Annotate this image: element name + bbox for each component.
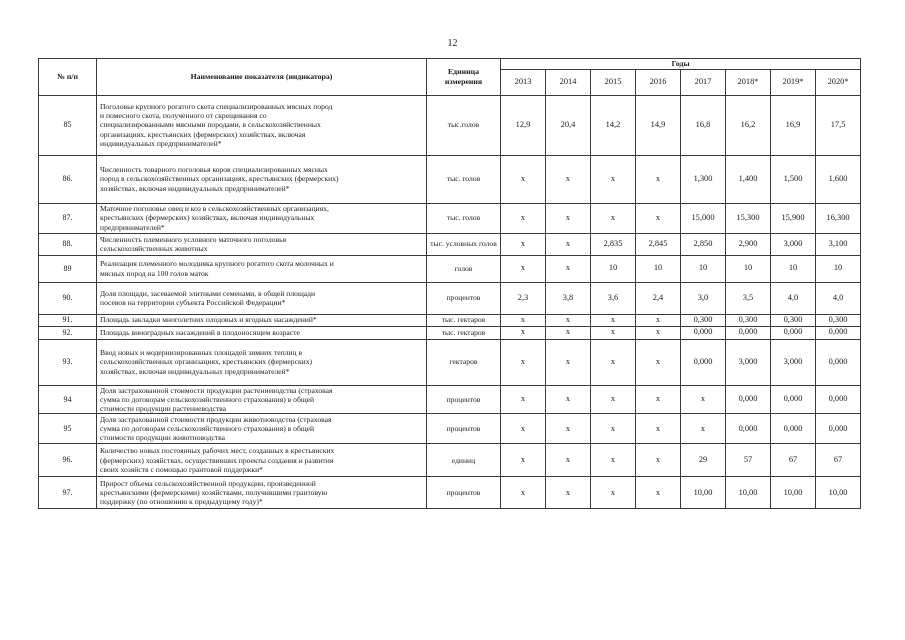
header-year: 2020* xyxy=(816,69,861,95)
year-value-cell: x xyxy=(636,477,681,509)
table-row xyxy=(39,326,861,339)
indicator-name xyxy=(97,155,427,203)
indicator-name-line: хозяйствах, включая индивидуальных предпринимателей* xyxy=(100,366,290,376)
indicator-name-line: Численность племенного условного маточного поголовья xyxy=(100,234,287,244)
header-year: 2018* xyxy=(726,69,771,95)
year-value-cell: x xyxy=(501,155,546,203)
year-value-cell: 15,000 xyxy=(681,203,726,233)
year-value-cell: x xyxy=(591,477,636,509)
year-value-cell: 3,000 xyxy=(771,233,816,255)
indicator-name-line: Площадь виноградных насаждений в плодоносящем возрасте xyxy=(100,327,300,337)
indicator-name xyxy=(97,203,427,233)
year-value-cell: 1,400 xyxy=(726,155,771,203)
table-row xyxy=(39,385,861,414)
year-value-cell: 10 xyxy=(771,255,816,282)
indicator-name-line: специализированными мясными породами, в сельскохозяйственных xyxy=(100,120,321,130)
indicator-name-line: Площадь закладки многолетних плодовых и ягодных насаждений* xyxy=(100,315,317,325)
year-value-cell: 4,0 xyxy=(816,282,861,314)
row-number: 89 xyxy=(39,255,97,282)
table-row xyxy=(39,339,861,385)
indicator-name-line: Доля площади, засеваемой элитными семенами, в общей площади xyxy=(100,288,316,298)
year-value-cell: 0,300 xyxy=(771,314,816,326)
year-value-cell: x xyxy=(591,339,636,385)
year-value-cell: 0,000 xyxy=(681,326,726,339)
row-number: 95 xyxy=(39,414,97,444)
indicator-name-line: предпринимателей* xyxy=(100,222,165,232)
year-value-cell: 1,500 xyxy=(771,155,816,203)
year-value-cell: 16,300 xyxy=(816,203,861,233)
unit-of-measure: тыс. голов xyxy=(427,203,501,233)
table-row xyxy=(39,314,861,326)
row-number: 87. xyxy=(39,203,97,233)
indicator-name-line: поддержку (по отношению к предыдущему году)* xyxy=(100,497,263,507)
year-value-cell: x xyxy=(501,414,546,444)
year-value-cell: 16,8 xyxy=(681,95,726,155)
year-value-cell: 2,835 xyxy=(591,233,636,255)
year-value-cell: 10,00 xyxy=(681,477,726,509)
unit-of-measure: тыс. гектаров xyxy=(427,326,501,339)
table-row xyxy=(39,477,861,509)
year-value-cell: 10 xyxy=(591,255,636,282)
year-value-cell: 0,000 xyxy=(816,385,861,414)
row-number: 90. xyxy=(39,282,97,314)
year-value-cell: x xyxy=(546,233,591,255)
year-value-cell: 1,600 xyxy=(816,155,861,203)
year-value-cell: 1,300 xyxy=(681,155,726,203)
unit-of-measure: процентов xyxy=(427,477,501,509)
year-value-cell: x xyxy=(546,255,591,282)
year-value-cell: x xyxy=(636,385,681,414)
indicator-name xyxy=(97,95,427,155)
indicator-name xyxy=(97,385,427,414)
year-value-cell: x xyxy=(636,155,681,203)
year-value-cell: x xyxy=(591,414,636,444)
page-number: 12 xyxy=(447,38,458,49)
header-unit: Единица измерения xyxy=(427,59,501,96)
year-value-cell: x xyxy=(501,255,546,282)
year-value-cell: 14,9 xyxy=(636,95,681,155)
header-year: 2017 xyxy=(681,69,726,95)
indicator-name xyxy=(97,444,427,477)
year-value-cell: 17,5 xyxy=(816,95,861,155)
year-value-cell: x xyxy=(546,155,591,203)
header-year: 2015 xyxy=(591,69,636,95)
row-number: 88. xyxy=(39,233,97,255)
year-value-cell: 0,300 xyxy=(726,314,771,326)
indicator-name-line: Ввод новых и модернизированных площадей зимних теплиц в xyxy=(100,348,303,358)
year-value-cell: 0,000 xyxy=(771,326,816,339)
header-year: 2013 xyxy=(501,69,546,95)
indicator-name-line: сумма по договорам сельскохозяйственного страхования) в общей xyxy=(100,424,315,434)
unit-of-measure: голов xyxy=(427,255,501,282)
year-value-cell: 2,850 xyxy=(681,233,726,255)
year-value-cell: 0,000 xyxy=(726,385,771,414)
table-row xyxy=(39,255,861,282)
year-value-cell: 10,00 xyxy=(726,477,771,509)
year-value-cell: x xyxy=(636,203,681,233)
year-value-cell: x xyxy=(501,326,546,339)
year-value-cell: x xyxy=(546,444,591,477)
year-value-cell: 2,4 xyxy=(636,282,681,314)
year-value-cell: x xyxy=(501,444,546,477)
indicator-name-line: сельскохозяйственных животных xyxy=(100,244,208,253)
year-value-cell: 67 xyxy=(816,444,861,477)
indicator-name-line: крестьянскими (фермерскими) хозяйствами, получившими грантовую xyxy=(100,488,328,498)
year-value-cell: x xyxy=(636,444,681,477)
indicator-name-line: посевов на территории субъекта Российской Федерации* xyxy=(100,298,286,307)
year-value-cell: x xyxy=(636,314,681,326)
indicator-name-line: Поголовье крупного рогатого скота специализированных мясных пород xyxy=(100,101,333,111)
indicator-name-line: Маточное поголовье овец и коз в сельскохозяйственных организациях, xyxy=(100,204,329,214)
year-value-cell: 3,8 xyxy=(546,282,591,314)
row-number: 93. xyxy=(39,339,97,385)
year-value-cell: 10 xyxy=(681,255,726,282)
year-value-cell: 16,2 xyxy=(726,95,771,155)
indicator-name-line: крестьянских (фермерских) хозяйствах, включая индивидуальных xyxy=(100,213,315,223)
indicator-name-line: Количество новых постоянных рабочих мест, созданных в крестьянских xyxy=(100,446,335,456)
year-value-cell: 10 xyxy=(636,255,681,282)
year-value-cell: x xyxy=(591,326,636,339)
year-value-cell: 0,300 xyxy=(816,314,861,326)
year-value-cell: x xyxy=(501,339,546,385)
table-row xyxy=(39,155,861,203)
year-value-cell: x xyxy=(591,203,636,233)
unit-of-measure: единиц xyxy=(427,444,501,477)
indicator-name-line: пород в сельскохозяйственных организациях, крестьянских (фермерских) xyxy=(100,174,339,184)
unit-of-measure: тыс. условных голов xyxy=(427,233,501,255)
year-value-cell: 15,300 xyxy=(726,203,771,233)
indicator-name xyxy=(97,326,427,339)
indicator-name xyxy=(97,282,427,314)
row-number: 86. xyxy=(39,155,97,203)
header-year: 2014 xyxy=(546,69,591,95)
year-value-cell: 3,6 xyxy=(591,282,636,314)
row-number: 94 xyxy=(39,385,97,414)
year-value-cell: 3,100 xyxy=(816,233,861,255)
year-value-cell: 16,9 xyxy=(771,95,816,155)
indicator-name xyxy=(97,255,427,282)
year-value-cell: x xyxy=(591,155,636,203)
unit-of-measure: процентов xyxy=(427,282,501,314)
year-value-cell: x xyxy=(501,385,546,414)
row-number: 91. xyxy=(39,314,97,326)
unit-of-measure: процентов xyxy=(427,414,501,444)
row-number: 92. xyxy=(39,326,97,339)
header-year: 2019* xyxy=(771,69,816,95)
year-value-cell: x xyxy=(546,203,591,233)
indicator-name-line: стоимости продукции животноводства xyxy=(100,433,226,443)
year-value-cell: x xyxy=(546,314,591,326)
year-value-cell: 3,000 xyxy=(726,339,771,385)
indicator-name-line: организациях, крестьянских (фермерских) хозяйствах, включая xyxy=(100,129,306,139)
year-value-cell: 15,900 xyxy=(771,203,816,233)
indicator-name xyxy=(97,233,427,255)
year-value-cell: 0,300 xyxy=(681,314,726,326)
unit-of-measure: процентов xyxy=(427,385,501,414)
year-value-cell: x xyxy=(501,477,546,509)
indicator-name-line: Реализация племенного молодняка крупного рогатого скота молочных и xyxy=(100,259,334,269)
year-value-cell: 0,000 xyxy=(771,414,816,444)
table-row xyxy=(39,203,861,233)
year-value-cell: 2,3 xyxy=(501,282,546,314)
year-value-cell: 3,0 xyxy=(681,282,726,314)
year-value-cell: x xyxy=(546,326,591,339)
indicator-name-line: и помесного скота, полученного от скрещивания со xyxy=(100,111,267,121)
unit-of-measure: тыс. гектаров xyxy=(427,314,501,326)
year-value-cell: 0,000 xyxy=(681,339,726,385)
year-value-cell: x xyxy=(501,203,546,233)
indicator-name-line: хозяйствах, включая индивидуальных предпринимателей* xyxy=(100,183,290,193)
year-value-cell: 2,900 xyxy=(726,233,771,255)
indicator-name-line: (фермерских) хозяйствах, осуществивших проекты создания и развития xyxy=(100,455,334,465)
year-value-cell: 3,000 xyxy=(771,339,816,385)
year-value-cell: x xyxy=(546,477,591,509)
year-value-cell: x xyxy=(501,233,546,255)
header-indicator-name: Наименование показателя (индикатора) xyxy=(97,59,427,96)
year-value-cell: 12,9 xyxy=(501,95,546,155)
indicator-name-line: Доля застрахованной стоимости продукции животноводства (страховая xyxy=(100,414,332,424)
year-value-cell: x xyxy=(681,385,726,414)
year-value-cell: 10 xyxy=(816,255,861,282)
indicator-name xyxy=(97,314,427,326)
row-number: 97. xyxy=(39,477,97,509)
year-value-cell: 29 xyxy=(681,444,726,477)
year-value-cell: 10,00 xyxy=(816,477,861,509)
year-value-cell: x xyxy=(636,326,681,339)
table-row xyxy=(39,282,861,314)
year-value-cell: 67 xyxy=(771,444,816,477)
indicator-name xyxy=(97,339,427,385)
year-value-cell: x xyxy=(636,339,681,385)
year-value-cell: x xyxy=(546,414,591,444)
table-row xyxy=(39,444,861,477)
year-value-cell: 0,000 xyxy=(771,385,816,414)
unit-of-measure: тыс. голов xyxy=(427,155,501,203)
year-value-cell: 0,000 xyxy=(726,414,771,444)
indicator-name-line: индивидуальных предпринимателей* xyxy=(100,138,222,148)
year-value-cell: x xyxy=(591,314,636,326)
year-value-cell: x xyxy=(636,414,681,444)
year-value-cell: 10,00 xyxy=(771,477,816,509)
header-years-group: Годы xyxy=(501,59,861,70)
indicator-name-line: сумма по договорам сельскохозяйственного страхования) в общей xyxy=(100,394,315,404)
year-value-cell: 20,4 xyxy=(546,95,591,155)
year-value-cell: 57 xyxy=(726,444,771,477)
indicators-table xyxy=(38,58,861,509)
year-value-cell: x xyxy=(546,385,591,414)
indicator-name-line: мясных пород на 100 голов маток xyxy=(100,268,209,278)
indicator-name-line: Доля застрахованной стоимости продукции растениеводства (страховая xyxy=(100,385,333,395)
indicator-name-line: своих хозяйств с помощью грантовой поддержки* xyxy=(100,464,263,474)
indicator-name-line: стоимости продукции растениеводства xyxy=(100,404,227,413)
header-year: 2016 xyxy=(636,69,681,95)
indicator-name xyxy=(97,414,427,444)
year-value-cell: x xyxy=(501,314,546,326)
row-number: 85 xyxy=(39,95,97,155)
indicator-name-line: сельскохозяйственных организациях, крестьянских (фермерских) xyxy=(100,357,313,367)
year-value-cell: 0,000 xyxy=(816,326,861,339)
table-row xyxy=(39,414,861,444)
indicator-name-line: Прирост объема сельскохозяйственной продукции, произведенной xyxy=(100,478,316,488)
table-row xyxy=(39,95,861,155)
year-value-cell: 2,845 xyxy=(636,233,681,255)
year-value-cell: 0,000 xyxy=(816,339,861,385)
year-value-cell: x xyxy=(591,385,636,414)
header-number: № п/п xyxy=(39,59,97,96)
year-value-cell: 0,000 xyxy=(816,414,861,444)
year-value-cell: 10 xyxy=(726,255,771,282)
indicator-name xyxy=(97,477,427,509)
indicator-name-line: Численность товарного поголовья коров специализированных мясных xyxy=(100,165,328,175)
year-value-cell: x xyxy=(546,339,591,385)
unit-of-measure: тыс.голов xyxy=(427,95,501,155)
year-value-cell: x xyxy=(591,444,636,477)
year-value-cell: 14,2 xyxy=(591,95,636,155)
row-number: 96. xyxy=(39,444,97,477)
year-value-cell: 3,5 xyxy=(726,282,771,314)
table-row xyxy=(39,233,861,255)
year-value-cell: 0,000 xyxy=(726,326,771,339)
year-value-cell: x xyxy=(681,414,726,444)
unit-of-measure: гектаров xyxy=(427,339,501,385)
year-value-cell: 4,0 xyxy=(771,282,816,314)
